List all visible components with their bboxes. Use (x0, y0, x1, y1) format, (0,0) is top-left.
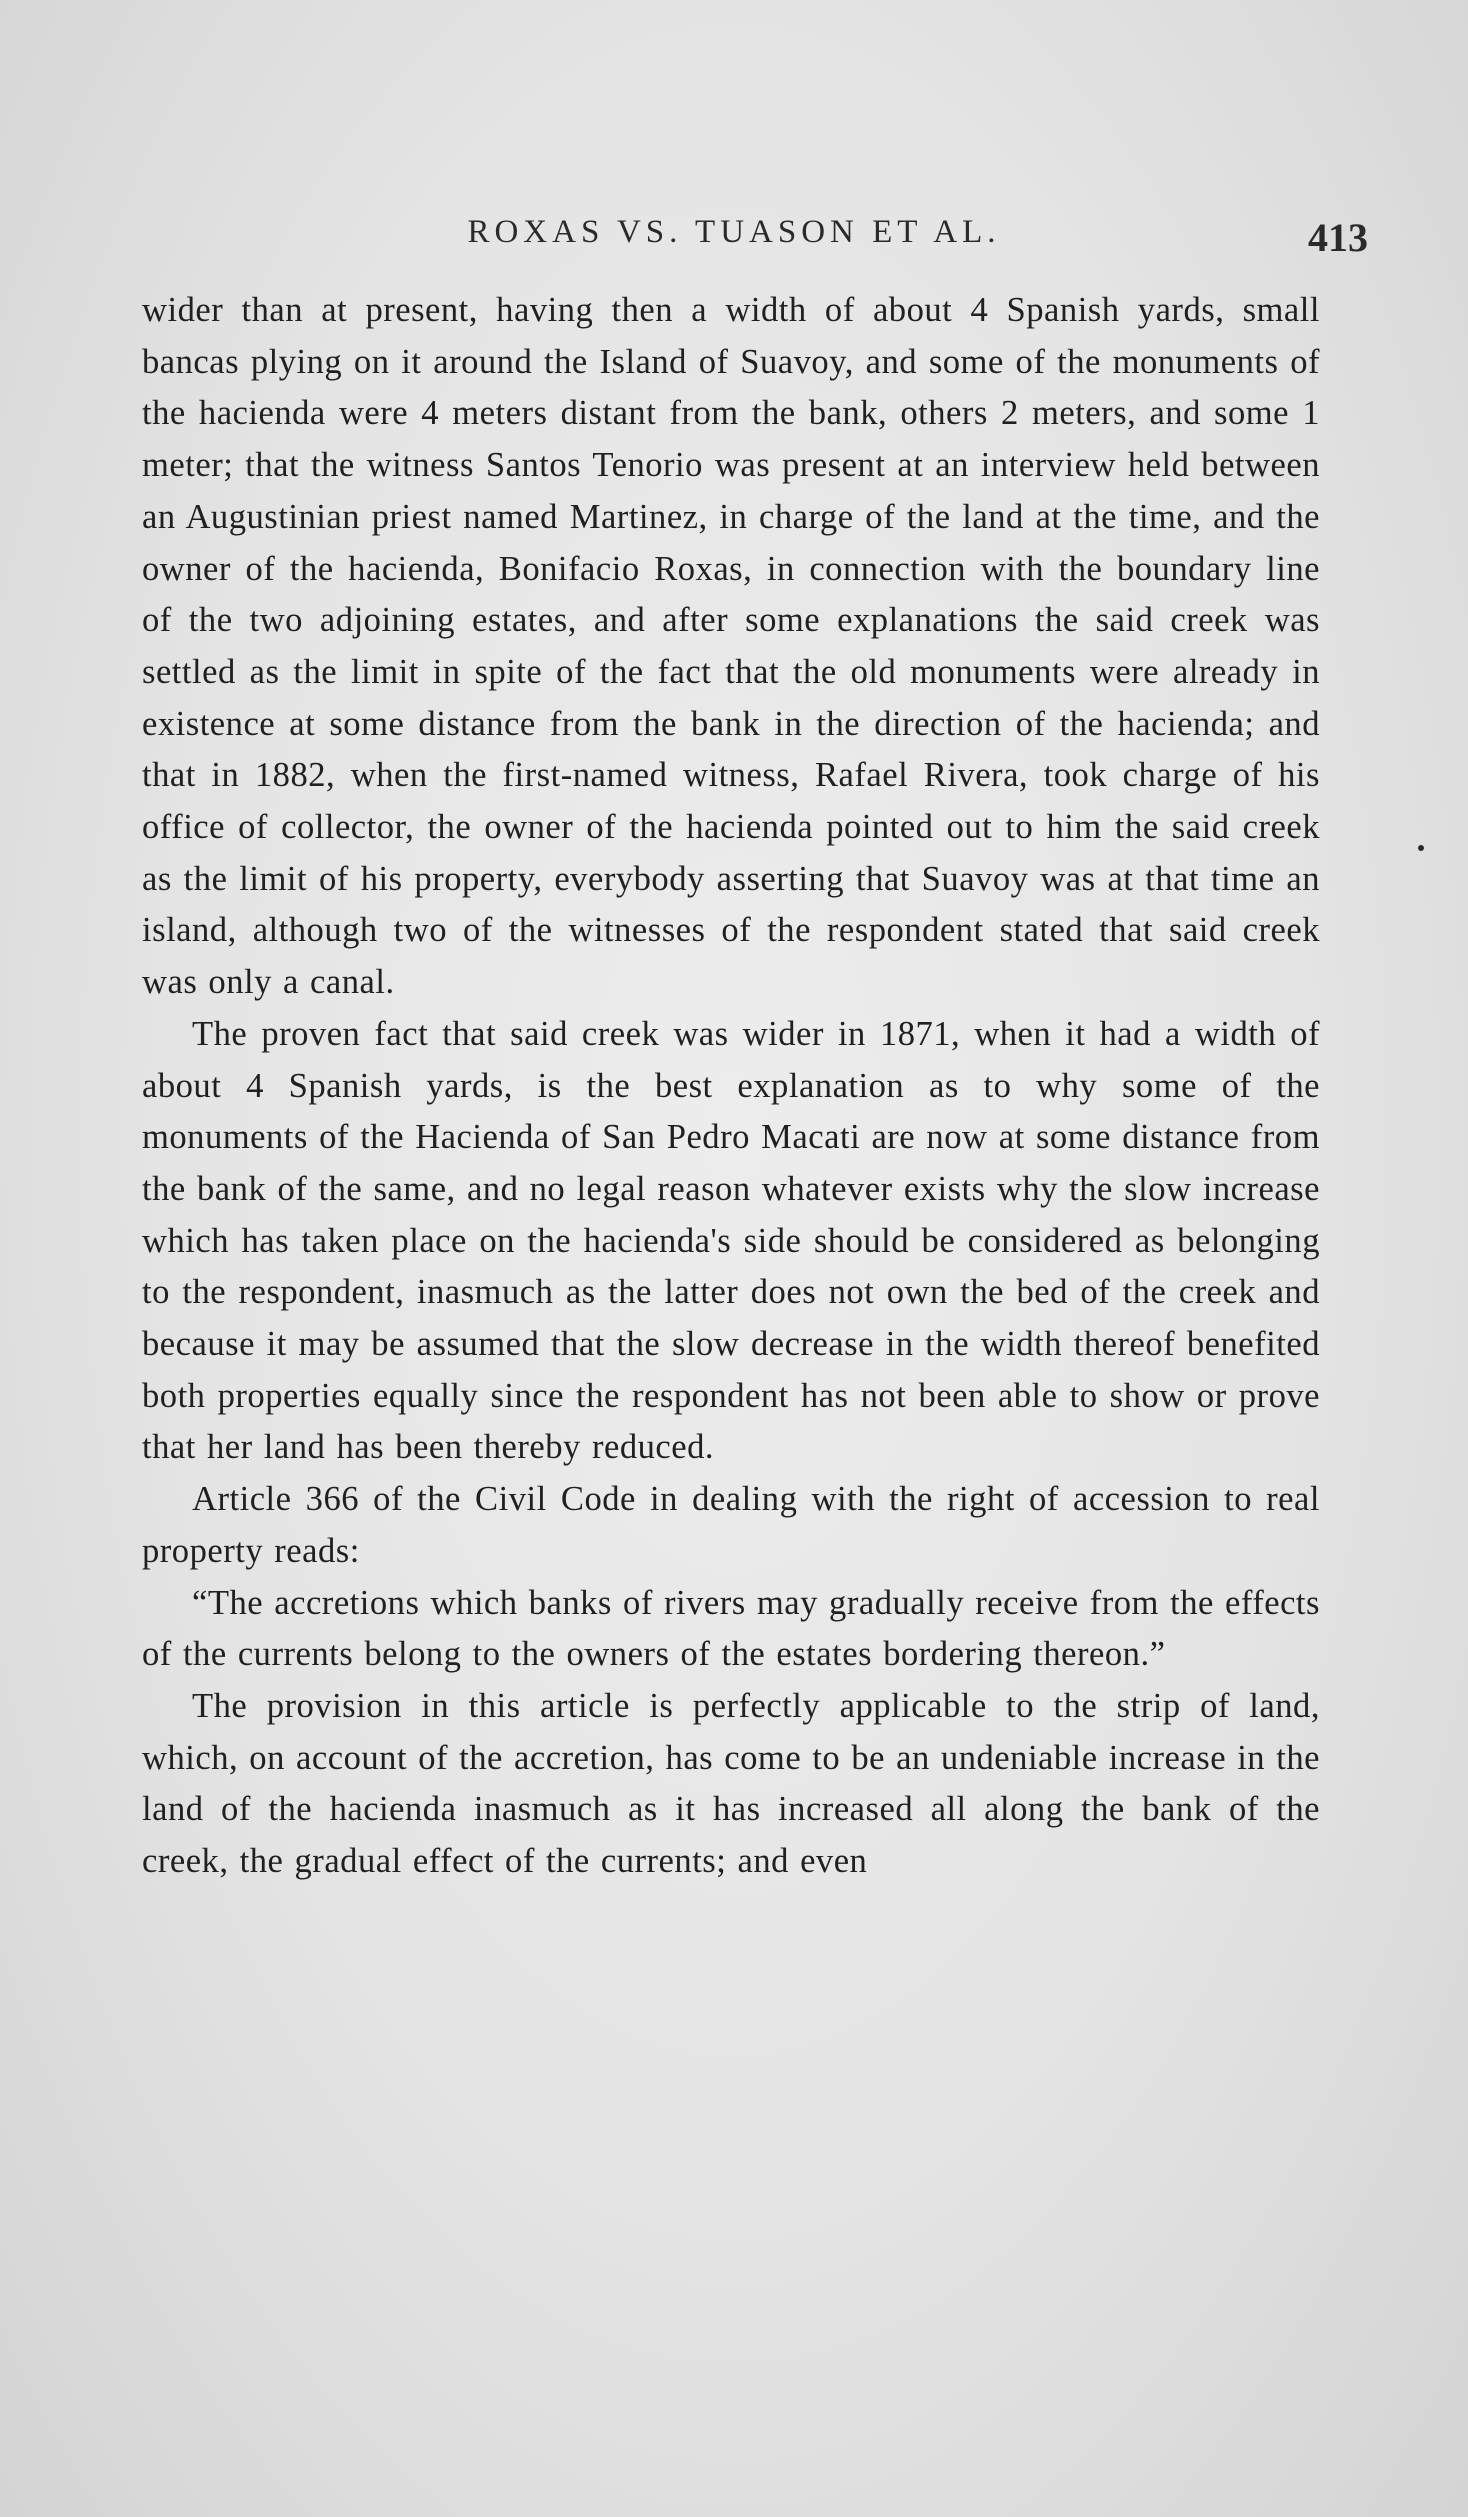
paragraph-4-quotation: “The accretions which banks of rivers may gradually receive from the effects of the currents belong to the owners of the estates bordering thereon.” (142, 1583, 1320, 1674)
running-title: ROXAS VS. TUASON ET AL. (467, 214, 1001, 250)
paragraph-3: Article 366 of the Civil Code in dealing with the right of accession to real property reads: (142, 1480, 1320, 1570)
page-number: 413 (1308, 215, 1368, 260)
paragraph-5: The provision in this article is perfectly applicable to the strip of land, which, on account of the accretion, has come to be an undeniable increase in the land of the hacienda inasmuch as it has increased all along the bank of the creek, the gradual effect of the currents; and even (142, 1686, 1320, 1881)
body-text (142, 285, 1320, 1888)
paragraph-2: The proven fact that said creek was wider in 1871, when it had a width of about 4 Spanish yards, is the best explanation as to why some of the monuments of the Hacienda of San Pedro Macati are now at some distance from the bank of the same, and no legal reason whatever exists why the slow increase which has taken place on the hacienda's side should be considered as belonging to the respondent, inasmuch as the latter does not own the bed of the creek and because it may be assumed that the slow decrease in the width thereof benefited both properties equally since the respondent has not been able to show or prove that her land has been thereby reduced. (142, 1014, 1320, 1467)
running-head (0, 200, 1468, 270)
margin-speck (1418, 845, 1424, 851)
paragraph-1: wider than at present, having then a width of about 4 Spanish yards, small bancas plying on it around the Island of Suavoy, and some of the monuments of the hacienda were 4 meters distant from the bank, others 2 meters, and some 1 meter; that the witness Santos Tenorio was present at an interview held between an Augustinian priest named Martinez, in charge of the land at the time, and the owner of the hacienda, Bonifacio Roxas, in connection with the boundary line of the two adjoining estates, and after some explanations the said creek was settled as the limit in spite of the fact that the old monuments were already in existence at some distance from the bank in the direction of the hacienda; and that in 1882, when the first-named witness, Rafael Rivera, took charge of his office of collector, the owner of the hacienda pointed out to him the said creek as the limit of his property, everybody asserting that Suavoy was at that time an island, although two of the witnesses of the respondent stated that said creek was only a canal. (142, 291, 1320, 1002)
